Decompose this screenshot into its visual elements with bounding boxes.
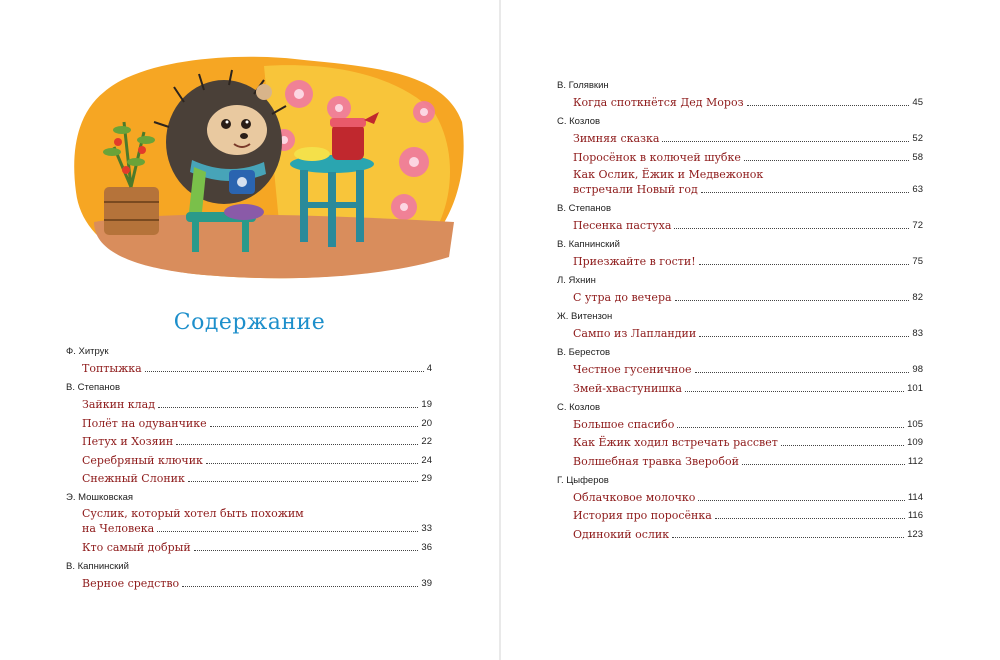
toc-author-group (557, 475, 923, 542)
dot-leader (188, 480, 419, 482)
toc-entry-line (573, 527, 923, 542)
page-number: 29 (421, 473, 432, 484)
dot-leader (715, 517, 905, 519)
dot-leader (742, 463, 905, 465)
toc-author-group (557, 239, 923, 269)
toc-author-group (557, 80, 923, 110)
toc-right-column (557, 80, 923, 545)
page-number: 101 (907, 382, 923, 394)
story-title-line1: Суслик, который хотел быть похожим (82, 507, 304, 520)
page-number: 22 (421, 436, 432, 447)
author-name: Г. Цыферов (557, 474, 609, 486)
page-number: 24 (421, 454, 432, 466)
toc-author-group (66, 346, 432, 376)
toc-entry-line (573, 150, 923, 165)
page-number: 39 (421, 577, 432, 589)
page-number: 109 (907, 437, 923, 448)
dot-leader (672, 536, 904, 538)
dot-leader (677, 426, 904, 428)
toc-entry-line (82, 576, 432, 591)
story-title: Большое спасибо (573, 417, 675, 431)
toc-entry-line (573, 490, 923, 505)
page-number: 19 (421, 399, 432, 410)
toc-entry[interactable] (82, 397, 432, 412)
author-name: В. Берестов (557, 347, 611, 358)
story-title: Кто самый добрый (82, 540, 191, 554)
author-name: Ж. Витензон (557, 311, 613, 322)
toc-entry-line (82, 471, 432, 486)
dot-leader (695, 371, 910, 373)
toc-entry-line (82, 434, 432, 449)
author-name: С. Козлов (557, 401, 601, 413)
page-title: Содержание (173, 310, 326, 335)
story-title: Сампо из Лапландии (573, 327, 697, 340)
toc-entry-line (82, 521, 432, 536)
story-title: Зайкин клад (82, 398, 155, 411)
author-name: С. Козлов (557, 116, 601, 127)
toc-entry[interactable] (573, 490, 923, 505)
page-number: 58 (912, 151, 923, 163)
author-name: В. Капнинский (557, 239, 620, 250)
page-number: 112 (907, 455, 923, 467)
page-number: 114 (907, 491, 923, 503)
toc-entry-line (573, 362, 923, 377)
dot-leader (698, 499, 905, 501)
toc-entry[interactable] (82, 471, 432, 486)
toc-entry[interactable] (573, 454, 923, 469)
toc-entry-line (82, 453, 432, 468)
dot-leader (182, 585, 418, 587)
toc-author-group (557, 275, 923, 305)
story-title: Петух и Хозяин (82, 435, 174, 448)
story-title: Змей-хвастунишка (573, 381, 682, 395)
page-number: 116 (907, 510, 923, 521)
author-name: Л. Яхнин (557, 275, 596, 286)
toc-entry[interactable] (573, 435, 923, 450)
toc-entry-line (573, 131, 923, 146)
toc-entry-line (573, 290, 923, 305)
story-title: Облачковое молочко (573, 490, 696, 504)
toc-entry[interactable] (573, 417, 923, 432)
story-title: Полёт на одуванчике (82, 416, 207, 430)
toc-entry-line (573, 435, 923, 450)
dot-leader (675, 299, 910, 301)
toc-entry[interactable] (573, 362, 923, 377)
dot-leader (157, 530, 418, 532)
page-number: 98 (912, 364, 923, 375)
toc-author-group (66, 561, 432, 591)
toc-left-column (66, 346, 432, 594)
toc-entry-line (573, 182, 923, 197)
story-title: Зимняя сказка (573, 132, 660, 145)
toc-author-group (557, 203, 923, 233)
page-number: 45 (912, 97, 923, 108)
dot-leader (210, 425, 419, 427)
toc-entry[interactable] (82, 361, 432, 376)
toc-entry[interactable] (573, 150, 923, 165)
story-title: Волшебная травка Зверобой (573, 454, 739, 468)
toc-entry[interactable] (573, 290, 923, 305)
toc-entry[interactable] (573, 168, 923, 197)
toc-entry[interactable] (573, 527, 923, 542)
toc-entry-line (573, 326, 923, 341)
toc-entry-line (82, 361, 432, 376)
toc-entry-line (82, 416, 432, 431)
page-number: 83 (912, 328, 923, 339)
dot-leader (699, 335, 909, 337)
toc-author-group (557, 116, 923, 197)
story-title-line1: Как Ослик, Ёжик и Медвежонок (573, 168, 764, 181)
page-number: 72 (912, 220, 923, 231)
story-title: Серебряный ключик (82, 453, 203, 467)
toc-entry-line (573, 508, 923, 523)
toc-entry[interactable] (573, 326, 923, 341)
dot-leader (206, 462, 419, 464)
toc-entry-line (82, 540, 432, 555)
dot-leader (145, 370, 424, 372)
story-title: Как Ёжик ходил встречать рассвет (573, 436, 778, 449)
toc-author-group (557, 347, 923, 396)
toc-entry[interactable] (82, 416, 432, 431)
toc-entry[interactable] (573, 218, 923, 233)
dot-leader (194, 549, 419, 551)
story-title: встречали Новый год (573, 183, 698, 196)
toc-entry[interactable] (82, 453, 432, 468)
toc-entry[interactable] (573, 131, 923, 146)
dot-leader (699, 263, 910, 265)
toc-entry-line (573, 95, 923, 110)
toc-author-group (557, 311, 923, 341)
dot-leader (158, 406, 418, 408)
story-title: Снежный Слоник (82, 472, 185, 485)
toc-entry-line (573, 254, 923, 269)
toc-entry-line (573, 381, 923, 396)
toc-entry-line (573, 218, 923, 233)
toc-author-group (557, 402, 923, 469)
story-title: на Человека (82, 522, 155, 535)
page-number: 4 (426, 363, 432, 374)
story-title: Одинокий ослик (573, 527, 670, 541)
author-name: В. Голявкин (557, 80, 609, 91)
author-name: Ф. Хитрук (66, 346, 109, 357)
author-name: В. Степанов (557, 203, 612, 214)
story-title: Песенка пастуха (573, 219, 672, 232)
toc-entry[interactable] (573, 254, 923, 269)
toc-entry[interactable] (82, 576, 432, 591)
toc-entry[interactable] (82, 507, 432, 536)
page-number: 75 (912, 256, 923, 267)
story-title: Когда споткнётся Дед Мороз (573, 96, 744, 109)
story-title: Честное гусеничное (573, 363, 692, 376)
hedgehog-illustration (74, 52, 464, 282)
toc-entry[interactable] (573, 381, 923, 396)
toc-entry-line (573, 417, 923, 432)
toc-author-group (66, 492, 432, 555)
dot-leader (781, 444, 904, 446)
story-title: Верное средство (82, 576, 180, 590)
page-number: 105 (907, 418, 923, 430)
toc-entry[interactable] (82, 540, 432, 555)
page-number: 82 (912, 292, 923, 303)
toc-entry[interactable] (82, 434, 432, 449)
toc-entry[interactable] (573, 508, 923, 523)
story-title: С утра до вечера (573, 291, 672, 304)
author-name: В. Степанов (66, 382, 121, 393)
author-name: Э. Мошковская (66, 492, 134, 503)
story-title: Приезжайте в гости! (573, 255, 696, 268)
page-number: 33 (421, 523, 432, 534)
story-title: Поросёнок в колючей шубке (573, 150, 741, 164)
page-number: 63 (912, 184, 923, 195)
toc-entry-line (82, 397, 432, 412)
dot-leader (747, 104, 910, 106)
story-title: История про поросёнка (573, 509, 712, 522)
dot-leader (744, 159, 909, 161)
toc-entry[interactable] (573, 95, 923, 110)
dot-leader (662, 140, 909, 142)
story-title: Топтыжка (82, 362, 142, 375)
toc-entry-line (573, 454, 923, 469)
dot-leader (701, 191, 910, 193)
author-name: В. Капнинский (66, 560, 129, 572)
page-number: 36 (421, 541, 432, 553)
page-number: 123 (907, 528, 923, 540)
dot-leader (674, 227, 909, 229)
page-number: 20 (421, 417, 432, 429)
toc-author-group (66, 382, 432, 486)
dot-leader (685, 390, 904, 392)
dot-leader (176, 443, 418, 445)
page-number: 52 (912, 133, 923, 144)
